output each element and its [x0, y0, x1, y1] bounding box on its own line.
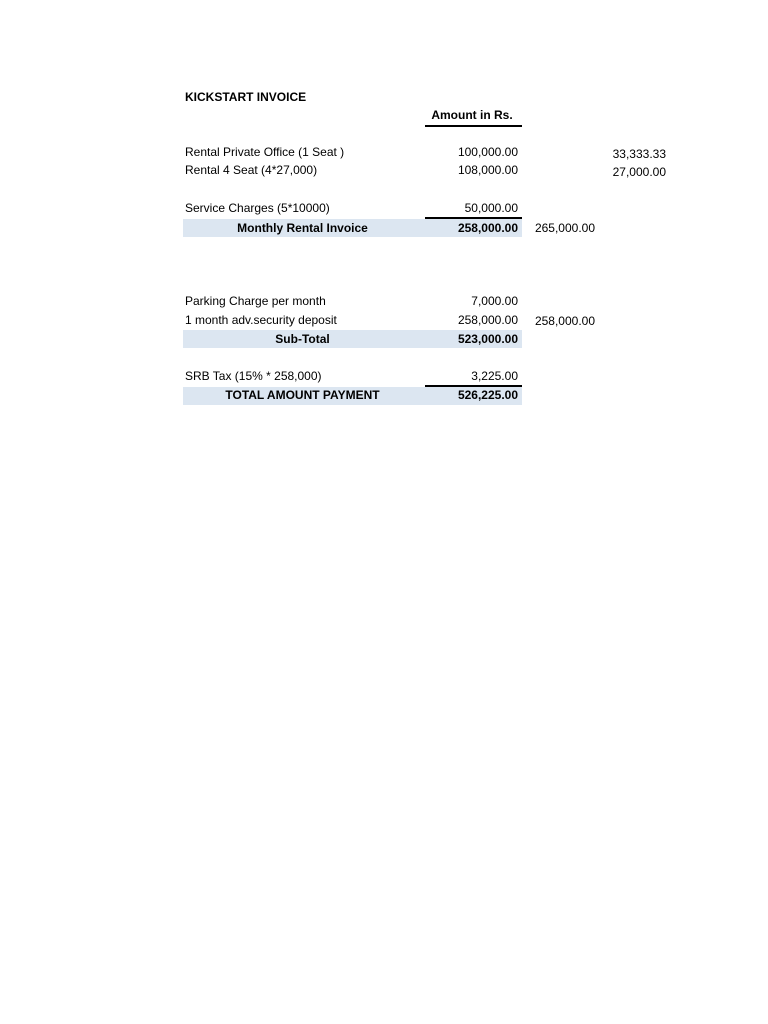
monthly-rental-note: 265,000.00 [534, 221, 595, 235]
security-deposit-note: 258,000.00 [534, 314, 595, 328]
amount-column-header: Amount in Rs. [431, 108, 513, 122]
monthly-rental-amount: 258,000.00 [457, 221, 518, 235]
security-deposit-amount: 258,000.00 [457, 313, 518, 327]
subtotal-amount: 523,000.00 [457, 332, 518, 346]
parking-charge-label: Parking Charge per month [185, 294, 326, 308]
invoice-title: KICKSTART INVOICE [185, 90, 307, 104]
subtotal-label: Sub-Total [275, 332, 330, 346]
parking-charge-amount: 7,000.00 [471, 294, 518, 308]
srb-tax-label: SRB Tax (15% * 258,000) [185, 369, 322, 383]
total-payment-label: TOTAL AMOUNT PAYMENT [225, 388, 380, 402]
srb-tax-amount: 3,225.00 [471, 369, 518, 383]
service-charges-amount: 50,000.00 [464, 201, 518, 215]
service-charges-label: Service Charges (5*10000) [185, 201, 330, 215]
rental-private-office-note: 33,333.33 [612, 147, 666, 161]
rental-private-office-label: Rental Private Office (1 Seat ) [185, 145, 345, 159]
total-payment-amount: 526,225.00 [457, 388, 518, 402]
rental-4-seat-note: 27,000.00 [612, 165, 666, 179]
monthly-rental-label: Monthly Rental Invoice [237, 221, 368, 235]
header-underline [425, 125, 522, 127]
monthly-rental-rule [425, 217, 522, 219]
rental-4-seat-amount: 108,000.00 [457, 163, 518, 177]
rental-private-office-amount: 100,000.00 [457, 145, 518, 159]
security-deposit-label: 1 month adv.security deposit [185, 313, 337, 327]
rental-4-seat-label: Rental 4 Seat (4*27,000) [185, 163, 318, 177]
